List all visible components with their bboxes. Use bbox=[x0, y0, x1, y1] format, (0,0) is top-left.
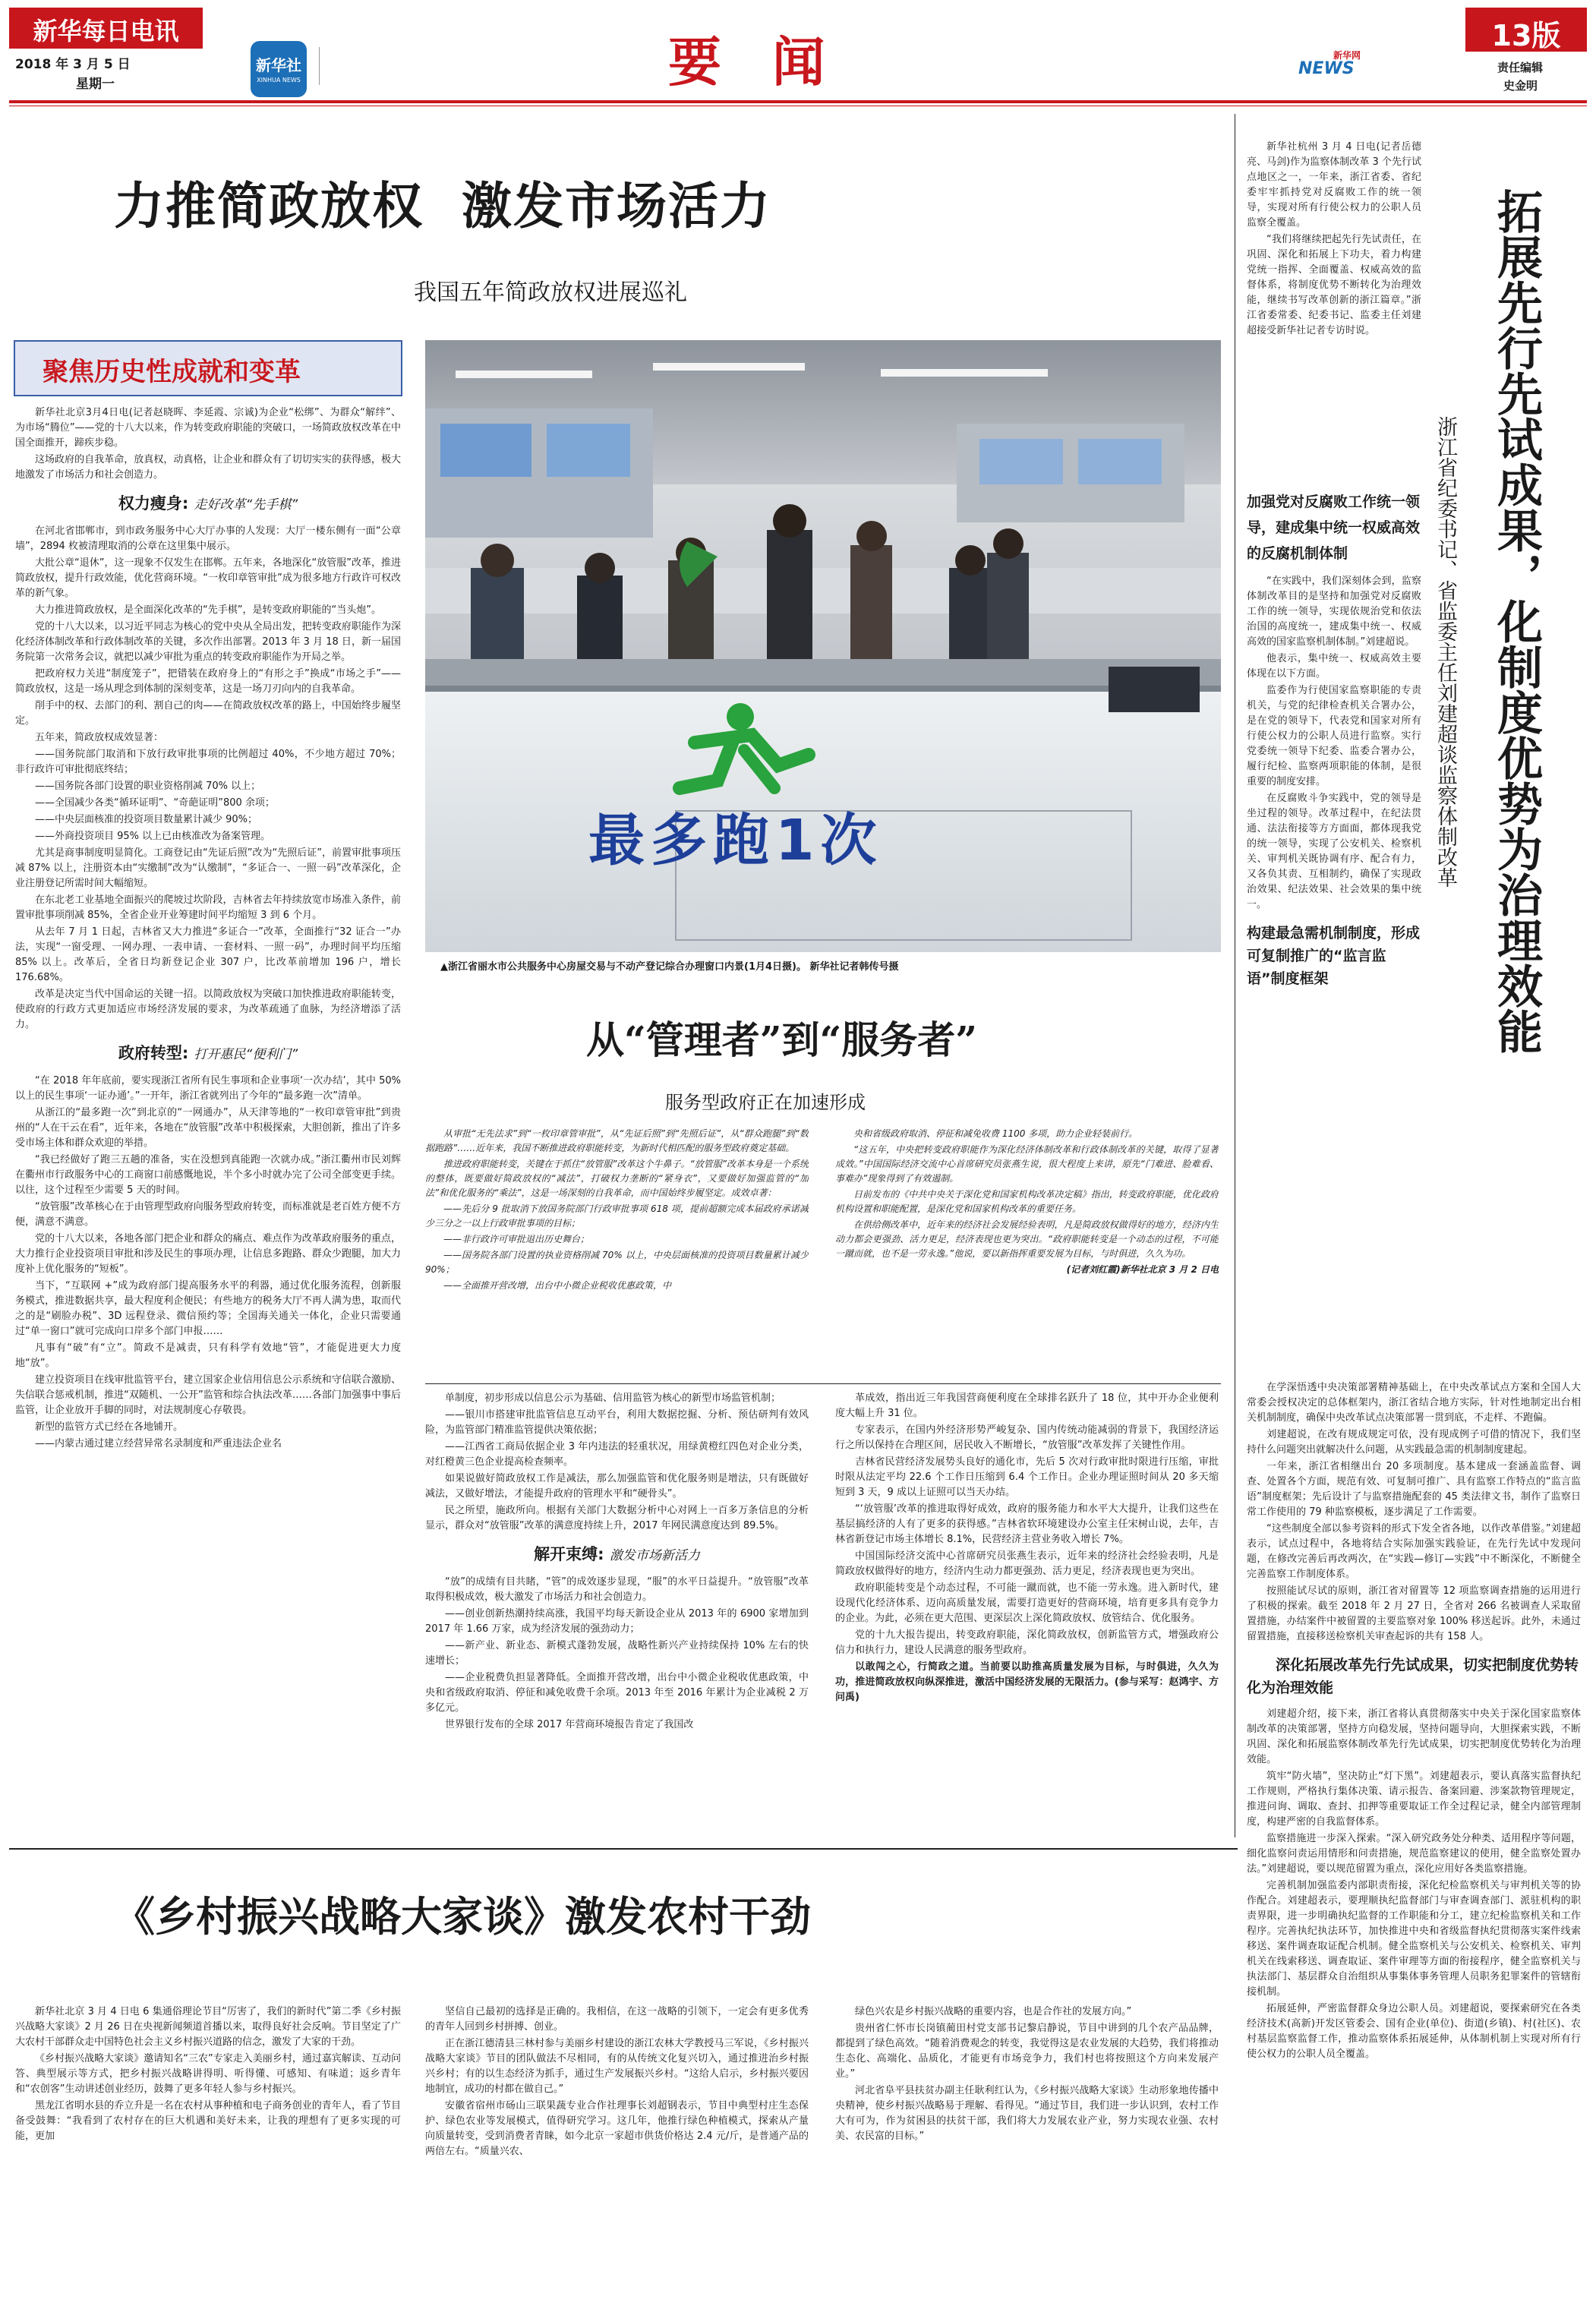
paragraph: 这场政府的自我革命，放真权，动真格，让企业和群众有了切切实实的获得感，极大地激发了市场活力和社会创造力。 bbox=[15, 454, 401, 481]
paragraph: ——先后分 9 批取消下放国务院部门行政审批事项 618 项，提前超额完成本届政府承诺减少三分之一以上行政审批事项的目标； bbox=[425, 1203, 809, 1229]
paragraph: ——新产业、新业态、新模式蓬勃发展，战略性新兴产业持续保持 10% 左右的快速增长； bbox=[425, 1640, 809, 1667]
interview-subhead-2: 构建最急需机制制度，形成可复制推广的“监言监语”制度框架 bbox=[1247, 925, 1421, 987]
lead-subtitle: 我国五年简政放权进展巡礼 bbox=[414, 279, 687, 306]
editor-name: 史金明 bbox=[1503, 79, 1538, 93]
paragraph: “这五年，中央把转变政府职能作为深化经济体制改革和行政体制改革的关键，取得了显著成效。”中国国际经济交流中心首席研究员张燕生说，很大程度上来讲，原先“门难进、脸难看、事难办”现象得到了有效遏制。 bbox=[835, 1144, 1219, 1184]
paragraph: 大力推进简政放权，是全面深化改革的“先手棋”，是转变政府职能的“当头炮”。 bbox=[35, 604, 381, 616]
section-title: 要 闻 bbox=[668, 30, 830, 93]
paragraph: 黑龙江省明水县的乔立升是一名在农村从事种植和电子商务创业的青年人，看了节目备受鼓舞：“我看到了农村存在的巨大机遇和美好未来，让我的理想有了更多实现的可能，更加 bbox=[15, 2100, 401, 2142]
paragraph: 按照能试尽试的原则，浙江省对留置等 12 项监察调查措施的运用进行了积极的探索。截至 2018 年 2 月 27 日，全省对 266 名被调查人采取留置措施，办结案件中被留置的主要监察对象 100% 移送起诉。此外，未通过留置措施，直接移送检察机关审查起诉的共有 158 人。 bbox=[1247, 1585, 1581, 1642]
paragraph: 在东北老工业基地全面振兴的爬坡过坎阶段，吉林省去年持续放宽市场准入条件，前置审批事项削减 85%，全省企业开业筹建时间平均缩短 3 到 6 个月。 bbox=[15, 894, 401, 921]
rural-column-2 bbox=[425, 2004, 809, 2301]
lead-body-1 bbox=[15, 524, 401, 1033]
interview-subhead-3: 深化拓展改革先行先试成果，切实把制度优势转化为治理效能 bbox=[1247, 1657, 1579, 1696]
second-divider bbox=[425, 1383, 1221, 1384]
paragraph: 革成效，指出近三年我国营商便利度在全球排名跃升了 18 位，其中开办企业便利度大幅上升 31 位。 bbox=[835, 1393, 1219, 1419]
paragraph: 政府职能转变是个动态过程，不可能一蹴而就，也不能一劳永逸。进入新时代，建设现代化经济体系、迈向高质量发展，需要打造更好的营商环境，培育更多具有竞争力的企业。为此，必须在更大范围、更深层次上深化简政放权、放管结合、优化服务。 bbox=[835, 1582, 1219, 1624]
paragraph: 刘建超介绍，接下来，浙江省将认真贯彻落实中央关于深化国家监察体制改革的决策部署，坚持方向稳发展，坚持问题导向，大胆探索实践，不断巩固、深化和拓展监察体制改革先行先试成果，切实把制度优势转化为治理效能。 bbox=[1247, 1708, 1581, 1765]
paragraph: ——创业创新热潮持续高涨，我国平均每天新设企业从 2013 年的 6900 家增加到 2017 年 1.66 万家，成为经济发展的强劲动力； bbox=[425, 1608, 809, 1635]
paragraph: 筑牢“防火墙”，坚决防止“灯下黑”。刘建超表示，要认真落实监督执纪工作规则，严格执行集体决策、请示报告、备案回避、涉案款物管理规定，推进问询、调取、查封、扣押等重要取证工作全过程记录，健全内部管理制度，构建严密的自我监督体系。 bbox=[1247, 1771, 1581, 1828]
paragraph: 新华社北京 3 月 4 日电 6 集通俗理论节目“厉害了，我们的新时代”第二季《乡村振兴战略大家谈》2 月 26 日在央视新闻频道首播以来，取得良好社会反响。节目坚定了广大农村干部群众走中国特色社会主义乡村振兴道路的信念，激发了大家的干劲。 bbox=[15, 2006, 401, 2048]
paragraph: 央和省级政府取消、停征和减免收费 1100 多项，助力企业轻装前行。 bbox=[853, 1128, 1138, 1139]
paragraph: ——银川市搭建审批监管信息互动平台，利用大数据挖掘、分析、预估研判有效风险，为监管部门精准监管提供决策依据； bbox=[425, 1409, 809, 1436]
masthead-rule bbox=[9, 100, 1587, 103]
paragraph: 从去年 7 月 1 日起，吉林省又大力推进“多证合一”改革，全面推行“32 证合一”办法，实现“一窗受理、一网办理、一表申请、一套材料、一照一码”，办理时间平均压缩 85% 以上。改革后，全省日均新登记企业 307 户，比改革前增加 196 户，增长 176.68%。 bbox=[15, 926, 401, 983]
paragraph: 新型的监管方式已经在各地铺开。 bbox=[35, 1421, 184, 1433]
paragraph: 专家表示，在国内外经济形势严峻复杂、国内传统动能减弱的背景下，我国经济运行之所以保持在合理区间，居民收入不断增长，“放管服”改革发挥了关键性作用。 bbox=[835, 1424, 1219, 1451]
paragraph: 从审批“无先法求”到“一枚印章管审批”，从“先证后照”到“先照后证”，从“群众跑腿”到“数据跑路”……近年来，我国不断推进政府职能转变，为新时代相匹配的服务型政府奠定基础。 bbox=[425, 1128, 809, 1153]
lead-body-2 bbox=[15, 1074, 401, 1452]
subhead-unleash: 解开束缚: 激发市场新活力 bbox=[534, 1545, 700, 1563]
paragraph: ——国务院各部门设置的职业资格削减 70% 以上； bbox=[35, 781, 261, 792]
lead-photo bbox=[425, 340, 1221, 952]
second-column-d bbox=[835, 1391, 1219, 1840]
interview-intro bbox=[1247, 140, 1421, 489]
rural-title: 《乡村振兴战略大家谈》激发农村干劲 bbox=[114, 1892, 811, 1941]
dateline: (记者刘红霞)新华社北京 3 月 2 日电 bbox=[1066, 1264, 1219, 1275]
page-number: 13版 bbox=[1465, 8, 1587, 52]
paragraph: 吉林省民营经济发展势头良好的通化市，先后 5 次对行政审批时限进行压缩，审批时限从法定平均 22.6 个工作日压缩到 6.4 个工作日。企业办理证照时间从 20 多天缩短到 3 天，9 成以上证照可以当天办结。 bbox=[835, 1456, 1219, 1498]
paragraph: ——非行政许可审批退出历史舞台； bbox=[443, 1234, 590, 1244]
feature-banner: 聚焦历史性成就和变革 bbox=[14, 340, 402, 396]
paragraph: 在反腐败斗争实践中，党的领导是坐过程的领导。改革过程中，在纪法贯通、法法衔接等方方面面，都体现我党的统一领导，实现了公安机关、检察机关、审判机关既协调有序、配合有力，又各负其责、互相制约，确保了实现政治效果、纪法效果、社会效果的集中统一。 bbox=[1247, 793, 1421, 910]
second-subtitle: 服务型政府正在加速形成 bbox=[665, 1092, 866, 1113]
paragraph: 坚信自己最初的选择是正确的。我相信，在这一战略的引领下，一定会有更多优秀的青年人回到乡村拼搏、创业。 bbox=[425, 2006, 809, 2033]
rural-column-3 bbox=[835, 2004, 1219, 2301]
paragraph: 以敢闯之心，行简政之道。当前要以助推高质量发展为目标，与时俱进，久久为功，推进简政放权向纵深推进，激活中国经济发展的无限活力。(参与采写：赵鸿宇、方问禹) bbox=[835, 1661, 1219, 1703]
editor-label: 责任编辑 bbox=[1497, 61, 1544, 74]
paragraph: 一年来，浙江省相继出台 20 多项制度。基本建成一套涵盖监督、调查、处置各个方面，规范有效、可复制可推广、具有监察工作特点的“监言监语”制度框架；先后设计了与监察措施配套的 45 类法律文书，制作了监察日常工作使用的 79 种监察模板，逐步满足了工作需要。 bbox=[1247, 1461, 1581, 1518]
paragraph: 推进政府职能转变，关键在于抓住“放管服”改革这个牛鼻子。“放管服”改革本身是一个系统的整体，既要做好简政放权的“减法”，打破权力垄断的“紧身衣”，又要做好加强监管的“加法”和优化服务的“乘法”，这是一场深刻的自我革命，而中国始终步履坚定。成效卓著： bbox=[425, 1159, 809, 1198]
paper-name: 新华每日电讯 bbox=[9, 8, 203, 49]
paragraph: 世界银行发布的全球 2017 年营商环境报告肯定了我国改 bbox=[445, 1719, 694, 1730]
rural-column-1 bbox=[15, 2004, 401, 2301]
paragraph: 河北省阜平县扶贫办副主任耿利红认为，《乡村振兴战略大家谈》生动形象地传播中央精神，使乡村振兴战略易于理解、看得见。“通过节目，我们进一步认识到，农村工作大有可为，作为贫困县的扶贫干部，我们将大力发展农业产业，努力实现农业强、农村美、农民富的目标。” bbox=[835, 2085, 1219, 2142]
lead-intro bbox=[15, 405, 401, 483]
logo-divider bbox=[319, 47, 320, 85]
news-logo: NEWS 新华网 bbox=[1298, 50, 1361, 78]
paragraph: ——全面推开营改增，出台中小微企业税收优惠政策，中 bbox=[443, 1280, 672, 1291]
paragraph: “放”的成绩有目共睹，“管”的成效逐步显现，“服”的水平日益提升。“放管服”改革取得积极成效，极大激发了市场活力和社会创造力。 bbox=[425, 1576, 809, 1603]
paragraph: 民之所望，施政所向。根据有关部门大数据分析中心对网上一百多万条信息的分析显示，群众对“放管服”改革的满意度持续上升，2017 年网民满意度达到 89.5%。 bbox=[425, 1505, 809, 1531]
paragraph: 在河北省邯郸市，到市政务服务中心大厅办事的人发现：大厅一楼东侧有一面“公章墙”，2894 枚被清理取消的公章在这里集中展示。 bbox=[15, 525, 401, 552]
rural-top-rule bbox=[9, 1848, 1238, 1850]
paragraph: 拓展延伸，严密监督群众身边公职人员。刘建超说，要探索研究在各类经济技术(高新)开发区管委会、国有企业(单位)、街道(乡镇)、村(社区)、农村基层监察监督工作，推动监察体系拓展延伸，从体制机制上实现对所有行使公权力的公职人员全覆盖。 bbox=[1247, 2003, 1581, 2060]
paragraph: ——外商投资项目 95% 以上已由核准改为备案管理。 bbox=[35, 831, 271, 842]
paragraph: 尤其是商事制度明显简化。工商登记由“先证后照”改为“先照后证”，前置审批事项压减 87% 以上，注册资本由“实缴制”改为“认缴制”，“多证合一、一照一码”改革深化，企业注册登记所需时间大幅缩短。 bbox=[15, 847, 401, 889]
interview-title: 拓展先行先试成果，化制度优势为治理效能 bbox=[1490, 188, 1543, 1054]
paragraph: ——江西省工商局依据企业 3 年内违法的轻重状况，用绿黄橙红四色对企业分类，对红橙黄三色企业提高检查频率。 bbox=[425, 1441, 809, 1468]
paragraph: 完善机制加强监委内部职责衔接，深化纪检监察机关与审判机关等的协作配合。刘建超表示，要理顺执纪监督部门与审查调查部门、派驻机构的职责界限，进一步明确执纪监督的工作职能和分工，建立纪检监察机关和工作程序。完善执纪执法环节，加快推进中央和省级监督执纪贯彻落实案件线索移送、案件调查取证配合机制。健全监察机关与公安机关、检察机关、审判机关在线索移送、调查取证、案件审理等方面的衔接程序，健全监察机关与执法部门、基层群众自治组织从事集体事务管理人员职务犯罪案件的管辖衔接机制。 bbox=[1247, 1880, 1581, 1998]
paragraph: 党的十八大以来，各地各部门把企业和群众的痛点、难点作为改革政府服务的重点，大力推行企业投资项目审批和涉及民生的事项办理，让信息多跑路、群众少跑腿，加大力度补上优化服务的“短板”。 bbox=[15, 1233, 401, 1275]
paragraph: 在学深悟透中央决策部署精神基础上，在中央改革试点方案和全国人大常委会授权决定的总体框架内，浙江省结合地方实际，针对性地制定出台相关机制制度，确保中央改革试点决策部署一贯到底，不走样、不跑偏。 bbox=[1247, 1382, 1581, 1424]
xinhua-logo: 新华社 XINHUA NEWS bbox=[251, 41, 307, 97]
paragraph: 削手中的权、去部门的利、割自己的肉——在简政放权改革的路上，中国始终步履坚定。 bbox=[15, 700, 401, 727]
paragraph: 正在浙江德清县三林村参与美丽乡村建设的浙江农林大学教授马三军说，《乡村振兴战略大家谈》节目的团队做法不尽相同，有的从传统文化复兴切入，通过推进治乡村振兴乡村；有的以生态经济为抓手，通过生产发展振兴乡村。“这给人启示，乡村振兴要因地制宜，成功的村都在做自己。” bbox=[425, 2038, 809, 2095]
paragraph: 监委作为行使国家监察职能的专责机关，与党的纪律检查机关合署办公，是在党的领导下，代表党和国家对所有行使公权力的公职人员进行监察。实行党委统一领导下纪委、监委合署办公，履行纪检、监察两项职能的体制，是很重要的制度安排。 bbox=[1247, 685, 1421, 787]
paragraph: “在 2018 年年底前，要实现浙江省所有民生事项和企业事项‘一次办结’，其中 50% 以上的民生事项‘一证办通’。”一开年，浙江省就列出了今年的“最多跑一次”清单。 bbox=[15, 1075, 401, 1102]
lead-column-1 bbox=[15, 405, 401, 1992]
issue-weekday: 星期一 bbox=[76, 77, 115, 92]
interview-column-1 bbox=[1247, 486, 1421, 1380]
paragraph: 党的十九大报告提出，转变政府职能，深化简政放权，创新监管方式，增强政府公信力和执行力，建设人民满意的服务型政府。 bbox=[835, 1629, 1219, 1656]
second-column-a bbox=[425, 1127, 809, 1379]
paragraph: “我们将继续把起先行先试责任，在巩固、深化和拓展上下功夫，着力构建党统一指挥、全面覆盖、权威高效的监督体系，将制度优势不断转化为治理效能，继续书写改革创新的浙江篇章。”浙江省委常委、纪委书记、监委主任刘建超接受新华社记者专访时说。 bbox=[1247, 234, 1421, 336]
paragraph: 中国国际经济交流中心首席研究员张燕生表示，近年来的经济社会经验表明，凡是简政放权做得好的地方，经济内生动力都更强劲、活力更足，经济表现也更为突出。 bbox=[835, 1550, 1219, 1577]
paragraph: 贵州省仁怀市长岗镇蔺田村党支部书记黎启静说，节目中讲到的几个农产品品牌，都提到了绿色高效。“随着消费观念的转变，我觉得这是农业发展的大趋势，我们将推动生态化、高端化、品质化，才能更有市场竞争力，我们村也将按照这个方向来发展产业。” bbox=[835, 2023, 1219, 2080]
paragraph: 当下，“互联网 +”成为政府部门提高服务水平的利器，通过优化服务流程，创新服务模式，推进数据共享，最大程度利企便民；有些地方的税务大厅不再人满为患，取而代之的是“刷脸办税”、3D 远程登录、微信预约等；全国海关通关一体化，企业只需要通过“单一窗口”就可完成向口岸多个部门申报…… bbox=[15, 1280, 401, 1337]
paragraph: “这些制度全部以参考资料的形式下发全省各地，以作改革借鉴。”刘建超表示，试点过程中，各地将结合实际加强实践验证，在先行先试中发现问题，在修改完善后再改两次，在“实践—修订—实践”中不断深化，不断健全完善监察工作制度体系。 bbox=[1247, 1523, 1581, 1580]
paragraph: 党的十八大以来，以习近平同志为核心的党中央从全局出发，把转变政府职能作为深化经济体制改革和行政体制改革的关键，多次作出部署。2013 年 3 月 18 日，新一届国务院第一次常务会议，就把以减少审批为重点的转变政府职能作为开局之举。 bbox=[15, 621, 401, 663]
paragraph: ——国务院各部门设置的执业资格削减 70% 以上，中央层面核准的投资项目数量累计减少 90%； bbox=[425, 1250, 809, 1275]
paragraph: ——全国减少各类“循环证明”、“奇葩证明”800 余项； bbox=[35, 797, 275, 809]
interview-subtitle: 浙江省纪委书记、省监委主任刘建超谈监察体制改革 bbox=[1434, 416, 1457, 888]
subhead-power: 权力瘦身: 走好改革“先手棋” bbox=[118, 494, 298, 513]
paragraph: “‘放管服’改革的推进取得好成效，政府的服务能力和水平大大提升，让我们这些在基层搞经济的人有了更多的获得感。”吉林省软环境建设办公室主任宋树山说，去年，吉林省新登记市场主体增长 8.1%，民营经济主营业务收入增长 7%。 bbox=[835, 1503, 1219, 1545]
paragraph: 监察措施进一步深入探索。“深入研究政务处分种类、适用程序等问题，细化监察问责运用情形和问责措施，规范监察建议的使用，健全监察处置办法。”刘建超说，要以规范留置为重点，深化应用好各类监察措施。 bbox=[1247, 1833, 1581, 1875]
paragraph: 把政府权力关进“制度笼子”，把错装在政府身上的“有形之手”换成“市场之手”——简政放权，这是一场从理念到体制的深刻变革，这是一场刀刃向内的自我革命。 bbox=[15, 668, 401, 695]
paragraph: 在供给侧改革中，近年来的经济社会发展经验表明，凡是简政放权做得好的地方，经济内生动力都会更强劲、活力更足，经济表现也更为突出。“政府职能转变是一个动态的过程，不可能一蹴而就，也不是一劳永逸。”他说，要以新指挥重要发展为目标，与时俱进，久久为功。 bbox=[835, 1219, 1219, 1259]
paragraph: 刘建超说，在改有规成规定可依，没有现成例子可借的情况下，我们坚持什么问题突出就解决什么问题，从实践最急需的机制制度建起。 bbox=[1247, 1429, 1581, 1456]
paragraph: ——国务院部门取消和下放行政审批事项的比例超过 40%，不少地方超过 70%；非行政许可审批彻底终结； bbox=[15, 749, 401, 775]
paragraph: 凡事有“破”有“立”。简政不是减责，只有科学有效地“管”，才能促进更大力度地“放”。 bbox=[15, 1342, 401, 1369]
paragraph: 《乡村振兴战略大家谈》邀请知名“三农”专家走入美丽乡村，通过嘉宾解读、互动问答、典型展示等方式，把乡村振兴战略讲得明、听得懂、可感知、有味道；返乡青年和“农创客”生动讲述创业经历，鼓舞了更多年轻人参与乡村振兴。 bbox=[15, 2053, 401, 2095]
issue-date: 2018 年 3 月 5 日 bbox=[15, 57, 131, 72]
paragraph: 建立投资项目在线审批监管平台，建立国家企业信用信息公示系统和守信联合激励、失信联合惩戒机制，推进“双随机、一公开”监管和综合执法改革……各部门加强事中事后监管，让企业放开手脚的同时，对法规制度心存敬畏。 bbox=[15, 1374, 401, 1416]
photo-sign-text: 最多跑1次 bbox=[588, 727, 883, 808]
interview-column-2 bbox=[1247, 1380, 1581, 2291]
photo-caption: ▲浙江省丽水市公共服务中心房屋交易与不动产登记综合办理窗口内景(1月4日摄)。 新华社记者韩传号摄 bbox=[440, 961, 899, 973]
paragraph: 从浙江的“最多跑一次”到北京的“一网通办”，从天津等地的“一枚印章管审批”到贵州的“人在干云在看”，近年来，各地在“放管服”改革中积极探索，大胆创新，推出了许多受市场主体和群众欢迎的举措。 bbox=[15, 1107, 401, 1149]
paragraph: 新华社杭州 3 月 4 日电(记者岳德亮、马剑)作为监察体制改革 3 个先行试点地区之一，一年来，浙江省委、省纪委牢牢抓持党对反腐败工作的统一领导，实现对所有行使公权力的公职人员监察全覆盖。 bbox=[1247, 141, 1421, 229]
paragraph: 改革是决定当代中国命运的关键一招。以简政放权为突破口加快推进政府职能转变，使政府的行政方式更加适应市场经济发展的要求，为改革疏通了血脉，为经济增添了活力。 bbox=[15, 989, 401, 1030]
second-column-b bbox=[835, 1127, 1219, 1379]
paragraph: ——内蒙古通过建立经营异常名录制度和严重违法企业名 bbox=[35, 1438, 282, 1449]
paragraph: ——企业税费负担显著降低。全面推开营改增，出台中小微企业税收优惠政策，中央和省级政府取消、停征和减免收费千余项。2013 年至 2016 年累计为企业减税 2 万多亿元。 bbox=[425, 1672, 809, 1714]
paragraph: 日前发布的《中共中央关于深化党和国家机构改革决定稿》指出，转变政府职能，优化政府机构设置和职能配置，是深化党和国家机构改革的重要任务。 bbox=[835, 1189, 1219, 1214]
interview-subhead-1: 加强党对反腐败工作统一领导，建成集中统一权威高效的反腐机制体制 bbox=[1247, 494, 1421, 562]
paragraph: “我已经做好了跑三五趟的准备，实在没想到真能跑一次就办成。”浙江衢州市民刘辉在衢州市行政服务中心的工商窗口前感慨地说，半个多小时就办完了公司全部变更手续。以往，这个过程至少需要 5 天的时间。 bbox=[15, 1154, 401, 1196]
paragraph: 大批公章“退休”，这一现象不仅发生在邯郸。五年来，各地深化“放管服”改革，推进简政放权，提升行政效能，优化营商环境。“一枚印章管审批”成为很多地方行政许可权改革的新气象。 bbox=[15, 557, 401, 599]
paragraph: 他表示，集中统一、权威高效主要体现在以下方面。 bbox=[1247, 653, 1421, 680]
paragraph: 如果说做好简政放权工作是减法，那么加强监管和优化服务则是增法，只有既做好减法，又做好增法，才能提升政府的管理水平和“硬骨头”。 bbox=[425, 1473, 809, 1500]
paragraph: 绿色兴农是乡村振兴战略的重要内容，也是合作社的发展方向。” bbox=[855, 2006, 1132, 2017]
lead-title: 力推简政放权 激发市场活力 bbox=[114, 176, 771, 235]
paragraph: 新华社北京3月4日电(记者赵晓晖、李延霞、宗诚)为企业“松绑”、为群众“解绊”、为市场“腾位”——党的十八大以来，作为转变政府职能的突破口，一场简政放权改革在中国全面推开，蹄疾步稳。 bbox=[15, 407, 401, 449]
second-column-c bbox=[425, 1391, 809, 1840]
paragraph: “在实践中，我们深刻体会到，监察体制改革目的是坚持和加强党对反腐败工作的统一领导，实现依规治党和依法治国的高度统一，建成集中统一、权威高效的国家监察机制体制。”刘建超说。 bbox=[1247, 576, 1421, 648]
paragraph: 五年来，简政放权成效显著： bbox=[35, 732, 164, 743]
paragraph: 安徽省宿州市砀山三联果蔬专业合作社理事长刘超钢表示，节目中典型村庄生态保护、绿色农业等发展模式，值得研究学习。这几年，他推行绿色种植模式，探索从产量向质量转变，受到消费者青睐，如今北京一家超市供货价格达 2.4 元/斤，是普通产品的两倍左右。“质量兴农、 bbox=[425, 2100, 809, 2157]
subhead-government: 政府转型: 打开惠民“便利门” bbox=[118, 1044, 298, 1062]
paragraph: ——中央层面核准的投资项目数量累计减少 90%； bbox=[35, 814, 258, 825]
second-title: 从“管理者”到“服务者” bbox=[586, 1017, 978, 1062]
paragraph: 单制度，初步形成以信息公示为基础、信用监管为核心的新型市场监管机制； bbox=[445, 1393, 781, 1404]
paragraph: “放管服”改革核心在于由管理型政府向服务型政府转变，而标准就是老百姓方便不方便，满意不满意。 bbox=[15, 1201, 401, 1228]
